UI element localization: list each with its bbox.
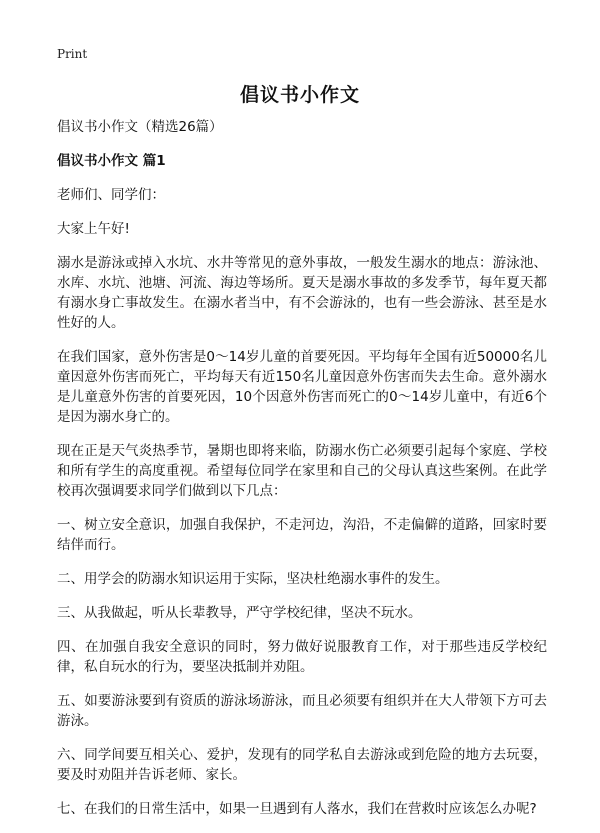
- print-link[interactable]: Print: [57, 47, 88, 61]
- greeting: 大家上午好!: [57, 221, 130, 237]
- list-item: 五、如要游泳要到有资质的游泳场游泳，而且必须要有组织并在大人带领下方可去游泳。: [57, 693, 547, 729]
- page-title: 倡议书小作文: [239, 84, 360, 106]
- section-heading: 倡议书小作文 篇1: [57, 153, 166, 169]
- list-item: 七、在我们的日常生活中，如果一旦遇到有人落水，我们在营救时应该怎么办呢?: [57, 801, 537, 817]
- list-item: 二、用学会的防溺水知识运用于实际，坚决杜绝溺水事件的发生。: [57, 571, 449, 587]
- salutation: 老师们、同学们：: [57, 187, 165, 203]
- list-item: 四、在加强自我安全意识的同时，努力做好说服教育工作，对于那些违反学校纪律，私自玩水的行为，要坚决抵制并劝阻。: [57, 639, 547, 675]
- list-item: 三、从我做起，听从长辈教导，严守学校纪律，坚决不玩水。: [57, 605, 422, 621]
- paragraph: 在我们国家，意外伤害是0～14岁儿童的首要死因。平均每年全国有近50000名儿童因意外伤害而死亡，平均每天有近150名儿童因意外伤害而失去生命。意外溺水是儿童意外伤害的首要死因，10个因意外伤害而死亡的0～14岁儿童中，有近6个是因为溺水身亡的。: [57, 349, 547, 425]
- list-item: 六、同学间要互相关心、爱护，发现有的同学私自去游泳或到危险的地方去玩耍，要及时劝阻并告诉老师、家长。: [57, 747, 547, 783]
- paragraph: 现在正是天气炎热季节，暑期也即将来临，防溺水伤亡必须要引起每个家庭、学校和所有学生的高度重视。希望每位同学在家里和自己的父母认真这些案例。在此学校再次强调要求同学们做到以下几点：: [57, 443, 547, 499]
- document-body: [57, 117, 547, 833]
- paragraph: 溺水是游泳或掉入水坑、水井等常见的意外事故，一般发生溺水的地点：游泳池、水库、水坑、池塘、河流、海边等场所。夏天是溺水事故的多发季节，每年夏天都有溺水身亡事故发生。在溺水者当中，有不会游泳的，也有一些会游泳、甚至是水性好的人。: [57, 255, 547, 331]
- list-item: 一、树立安全意识，加强自我保护，不走河边，沟沿，不走偏僻的道路，回家时要结伴而行。: [57, 517, 547, 553]
- document-subtitle: 倡议书小作文（精选26篇）: [57, 119, 223, 135]
